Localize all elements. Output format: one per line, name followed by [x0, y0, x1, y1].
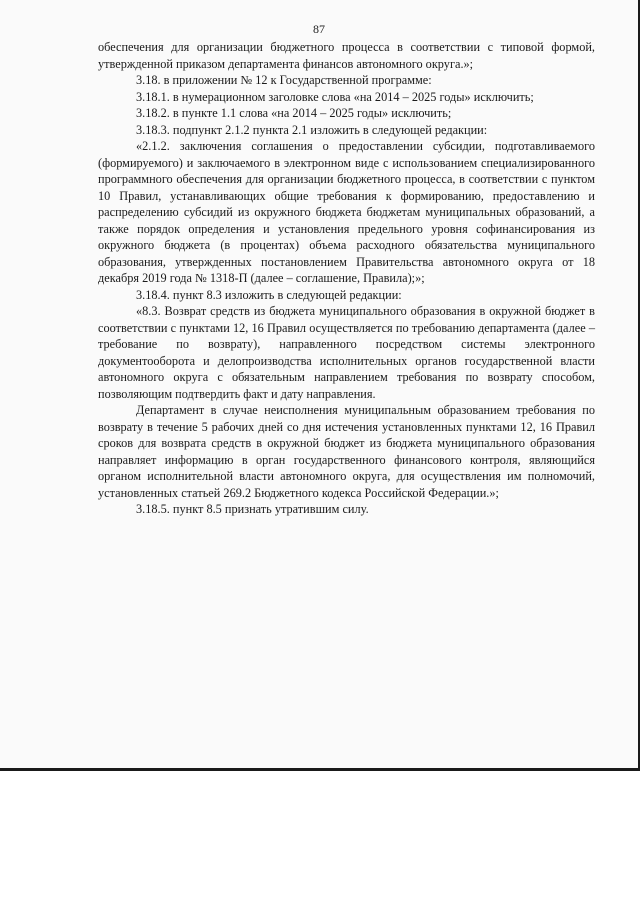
paragraph-3-18-4: 3.18.4. пункт 8.3 изложить в следующей редакции: — [136, 287, 402, 302]
page-number: 87 — [313, 22, 325, 36]
paragraph-3-18-1: 3.18.1. в нумерационном заголовке слова «на 2014 – 2025 годы» исключить; — [136, 89, 534, 104]
paragraph-3-18-3: 3.18.3. подпункт 2.1.2 пункта 2.1 изложить в следующей редакции: — [136, 122, 488, 137]
paragraph-3-18: 3.18. в приложении № 12 к Государственной программе: — [136, 73, 432, 87]
paragraph-department: Департамент в случае неисполнения муниципальным образованием требования по возврату в течение 5 рабочих дней со дня истечения установленных пунктами 12, 16 Правил сроков для возврата средств в окружной бюджет из бюджета муниципального образования направляет информацию в орган государственного финансового контроля, являющийся органом исполнительной власти автономного округа, для осуществления им полномочий, установленных статьей 269.2 Бюджетного кодекса Российской Федерации.»; — [98, 403, 595, 500]
paragraph-2-1-2-quote: «2.1.2. заключения соглашения о предоставлении субсидии, подготавливаемого (формируемого) и заключаемого в электронном виде с использованием специализированного программного обеспечения для организации бюджетного процесса, в соответствии с пунктом 10 Правил, устанавливающих общие требования к формированию, предоставлению и распределению субсидий из окружного бюджета бюджетам муниципальных образований, а также порядок определения и установления предельного уровня софинансирования из окружного бюджета (в процентах) объема расходного обязательства муниципального образования, утвержденных постановлением Правительства автономного округа от 18 декабря 2019 года № 1318-П (далее – соглашение, Правила);»; — [98, 139, 595, 285]
document-body — [98, 39, 595, 518]
paragraph-3-18-5: 3.18.5. пункт 8.5 признать утратившим силу. — [136, 502, 369, 516]
paragraph-3-18-2: 3.18.2. в пункте 1.1 слова «на 2014 – 2025 годы» исключить; — [136, 106, 452, 120]
paragraph-continuation: обеспечения для организации бюджетного процесса в соответствии с типовой формой, утвержденной приказом департамента финансов автономного округа.»; — [98, 40, 595, 71]
paragraph-8-3-quote: «8.3. Возврат средств из бюджета муниципального образования в окружной бюджет в соответствии с пунктами 12, 16 Правил осуществляется по требованию департамента (далее – требование по возврату), направленного посредством системы электронного документооборота и делопроизводства исполнительных органов государственной власти автономного округа с обязательным направлением требования по возврату способом, позволяющим подтвердить факт и дату направления. — [98, 304, 595, 401]
